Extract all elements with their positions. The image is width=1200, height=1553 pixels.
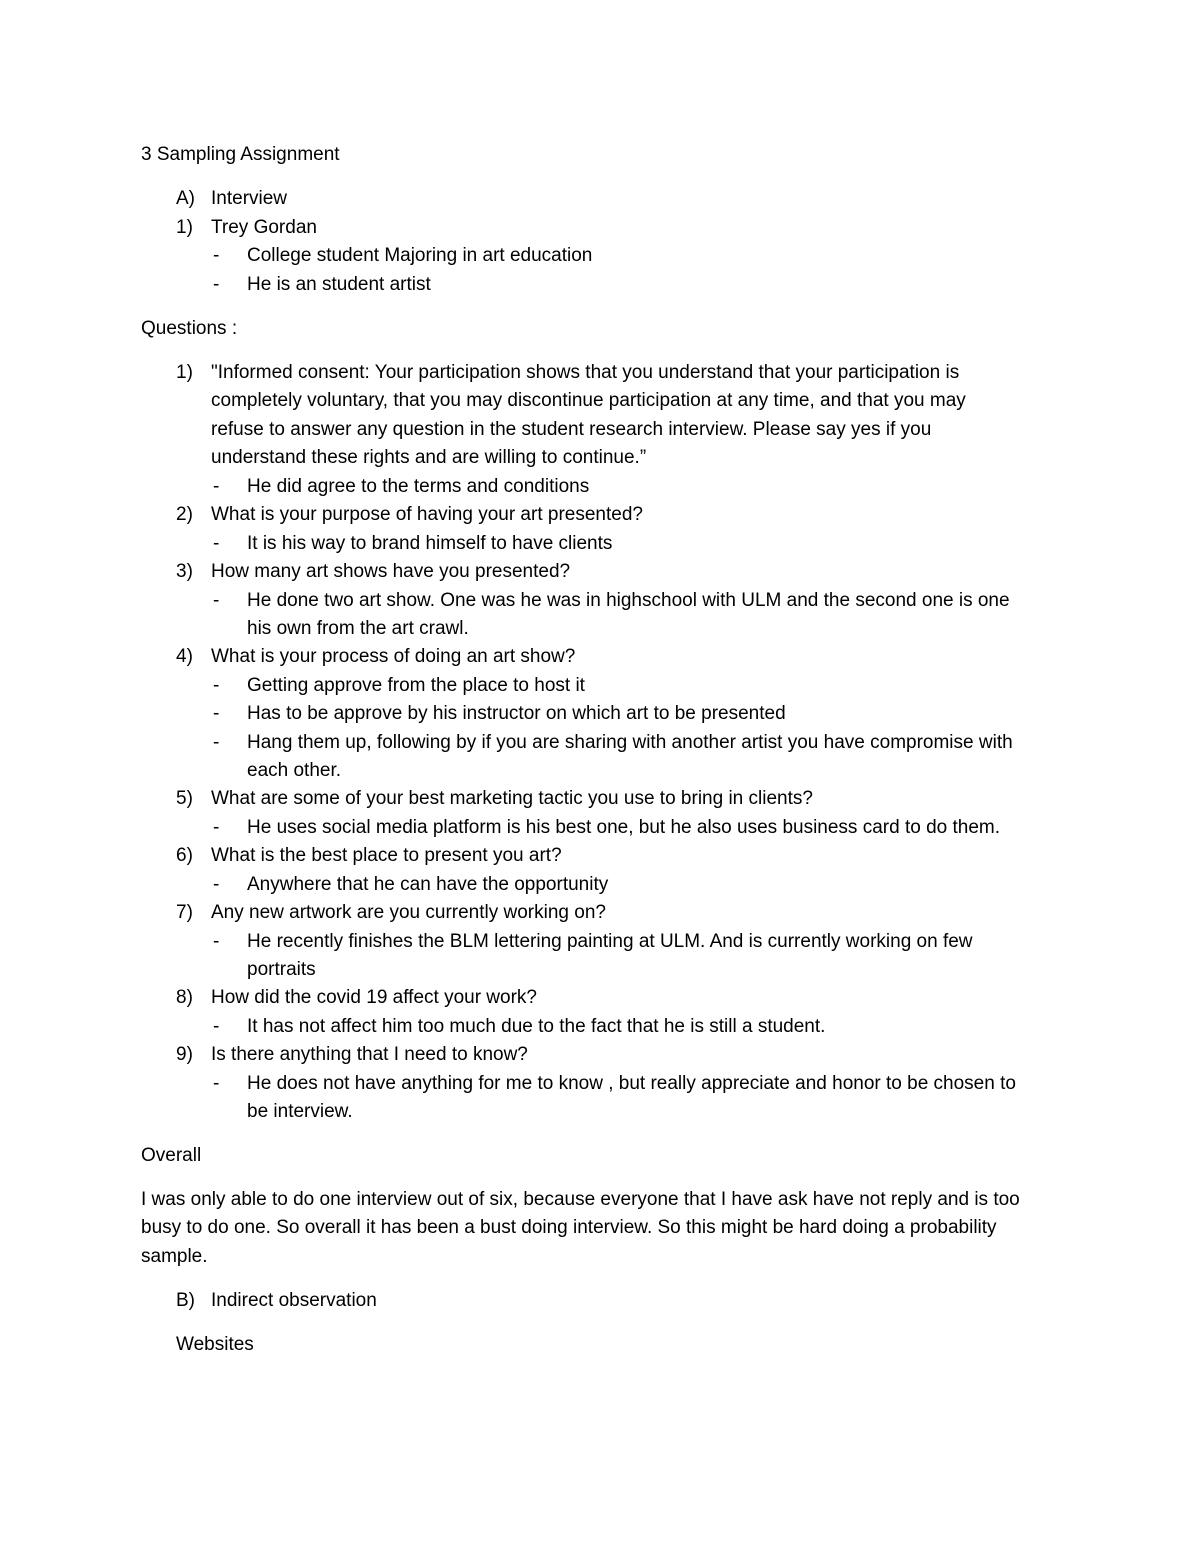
interviewee-detail: He is an student artist — [247, 274, 431, 295]
answer-dash: - — [213, 533, 220, 554]
answer-dash: - — [213, 675, 220, 696]
question-text: completely voluntary, that you may discontinue participation at any time, and that you may — [211, 390, 966, 411]
answer-text: He does not have anything for me to know , but really appreciate and honor to be chosen to — [247, 1073, 1016, 1094]
question-number: 1) — [176, 362, 193, 383]
answer-text: his own from the art crawl. — [247, 618, 469, 639]
websites-label: Websites — [176, 1334, 254, 1355]
question-text: refuse to answer any question in the student research interview. Please say yes if you — [211, 419, 932, 440]
document-title: 3 Sampling Assignment — [141, 144, 340, 165]
section-a-label: Interview — [211, 188, 288, 209]
detail-dash: - — [213, 245, 220, 266]
answer-dash: - — [213, 931, 220, 952]
answer-text: each other. — [247, 760, 342, 781]
questions-heading: Questions : — [141, 318, 238, 339]
question-text: Any new artwork are you currently working on? — [211, 902, 606, 923]
answer-text: portraits — [247, 959, 316, 980]
interviewee-detail: College student Majoring in art education — [247, 245, 593, 266]
question-number: 5) — [176, 788, 193, 809]
question-text: What are some of your best marketing tactic you use to bring in clients? — [211, 788, 813, 809]
question-text: What is your process of doing an art show? — [211, 646, 576, 667]
section-b-marker: B) — [176, 1290, 195, 1311]
answer-dash: - — [213, 590, 220, 611]
answer-text: Getting approve from the place to host it — [247, 675, 585, 696]
question-text: Is there anything that I need to know? — [211, 1044, 528, 1065]
question-text: "Informed consent: Your participation shows that you understand that your participation is — [211, 362, 960, 383]
question-text: understand these rights and are willing to continue.” — [211, 447, 647, 468]
answer-text: It has not affect him too much due to the fact that he is still a student. — [247, 1016, 826, 1037]
overall-line: busy to do one. So overall it has been a bust doing interview. So this might be hard doing a probability — [141, 1217, 997, 1238]
answer-dash: - — [213, 1073, 220, 1094]
answer-dash: - — [213, 703, 220, 724]
answer-dash: - — [213, 817, 220, 838]
answer-dash: - — [213, 732, 220, 753]
overall-line: I was only able to do one interview out of six, because everyone that I have ask have not reply and is too — [141, 1189, 1020, 1210]
answer-text: He uses social media platform is his best one, but he also uses business card to do them. — [247, 817, 1001, 838]
section-b-label: Indirect observation — [211, 1290, 377, 1311]
overall-heading: Overall — [141, 1145, 202, 1166]
question-text: What is the best place to present you art? — [211, 845, 562, 866]
question-number: 2) — [176, 504, 193, 525]
answer-text: Has to be approve by his instructor on which art to be presented — [247, 703, 786, 724]
answer-text: He done two art show. One was he was in highschool with ULM and the second one is one — [247, 590, 1010, 611]
question-number: 7) — [176, 902, 193, 923]
section-a-marker: A) — [176, 188, 195, 209]
answer-dash: - — [213, 476, 220, 497]
question-number: 6) — [176, 845, 193, 866]
question-number: 8) — [176, 987, 193, 1008]
answer-text: He recently finishes the BLM lettering painting at ULM. And is currently working on few — [247, 931, 973, 952]
answer-text: He did agree to the terms and conditions — [247, 476, 590, 497]
question-number: 3) — [176, 561, 193, 582]
answer-text: be interview. — [247, 1101, 353, 1122]
question-text: What is your purpose of having your art presented? — [211, 504, 643, 525]
interviewee-name: Trey Gordan — [211, 217, 317, 238]
answer-text: It is his way to brand himself to have clients — [247, 533, 613, 554]
question-number: 9) — [176, 1044, 193, 1065]
overall-line: sample. — [141, 1246, 208, 1267]
question-number: 4) — [176, 646, 193, 667]
question-text: How many art shows have you presented? — [211, 561, 571, 582]
answer-dash: - — [213, 874, 220, 895]
answer-dash: - — [213, 1016, 220, 1037]
answer-text: Anywhere that he can have the opportunity — [247, 874, 609, 895]
interviewee-marker: 1) — [176, 217, 193, 238]
detail-dash: - — [213, 274, 220, 295]
question-text: How did the covid 19 affect your work? — [211, 987, 537, 1008]
answer-text: Hang them up, following by if you are sharing with another artist you have compromise with — [247, 732, 1013, 753]
